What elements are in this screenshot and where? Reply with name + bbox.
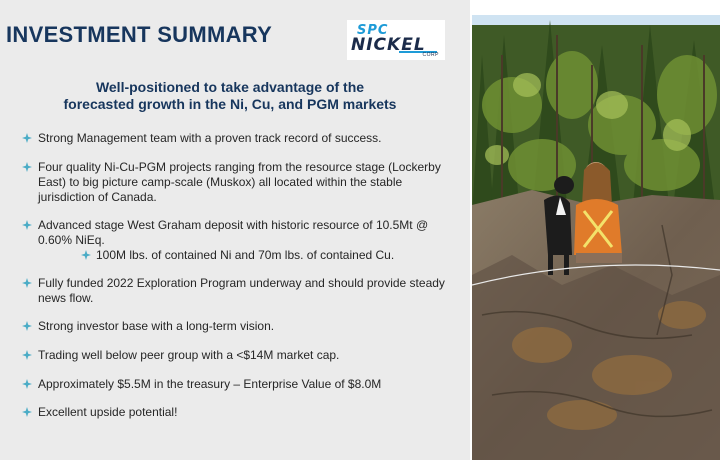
bullet-item [20,160,450,205]
bullet-line: Strong investor base with a long-term vision. [38,319,275,333]
diamond-bullet-icon [22,321,32,331]
subtitle [20,79,440,113]
person-and-dog-on-rock-outcrop-photo [472,15,720,460]
page-title: INVESTMENT SUMMARY [6,22,273,47]
logo-text-spc: SPC [357,23,389,38]
diamond-bullet-icon [22,407,32,417]
diamond-bullet-icon [81,250,91,260]
company-logo [347,20,445,60]
sub-bullet-text: 100M lbs. of contained Ni and 70m lbs. of contained Cu. [96,248,395,262]
subtitle-line-2: forecasted growth in the Ni, Cu, and PGM markets [63,96,397,112]
photo-illustration [472,15,720,460]
logo-text-nickel: NICKEL [351,35,426,55]
diamond-bullet-icon [22,133,32,143]
diamond-bullet-icon [22,220,32,230]
bullet-line: Four quality Ni-Cu-PGM projects ranging from the resource stage (Lockerby [38,160,441,174]
diamond-bullet-icon [22,162,32,172]
bullet-item [20,131,450,146]
bullet-item [20,276,450,306]
bullet-line: Strong Management team with a proven track record of success. [38,131,382,145]
subtitle-line-1: Well-positioned to take advantage of the [95,79,365,95]
diamond-bullet-icon [22,350,32,360]
bullet-line: Excellent upside potential! [38,405,178,419]
bullet-line: jurisdiction of Canada. [38,190,157,204]
bullet-line: Trading well below peer group with a <$14M market cap. [38,348,340,362]
bullet-item [20,348,450,363]
bullet-line: East) to big picture camp-scale (Muskox) all located within the stable [38,175,403,189]
bullet-line: Advanced stage West Graham deposit with historic resource of 10.5Mt @ [38,218,429,232]
diamond-bullet-icon [22,379,32,389]
bullet-line: news flow. [38,291,94,305]
bullet-line: 0.60% NiEq. [38,233,105,247]
bullet-line: Approximately $5.5M in the treasury – Enterprise Value of $8.0M [38,377,382,391]
bullet-item [20,377,450,392]
sub-bullet-item [80,248,394,263]
bullet-line: Fully funded 2022 Exploration Program underway and should provide steady [38,276,445,290]
logo-text-corp: CORP [422,52,439,58]
bullet-item [20,218,450,248]
diamond-bullet-icon [22,278,32,288]
bullet-item [20,319,450,334]
bullet-item [20,405,450,420]
